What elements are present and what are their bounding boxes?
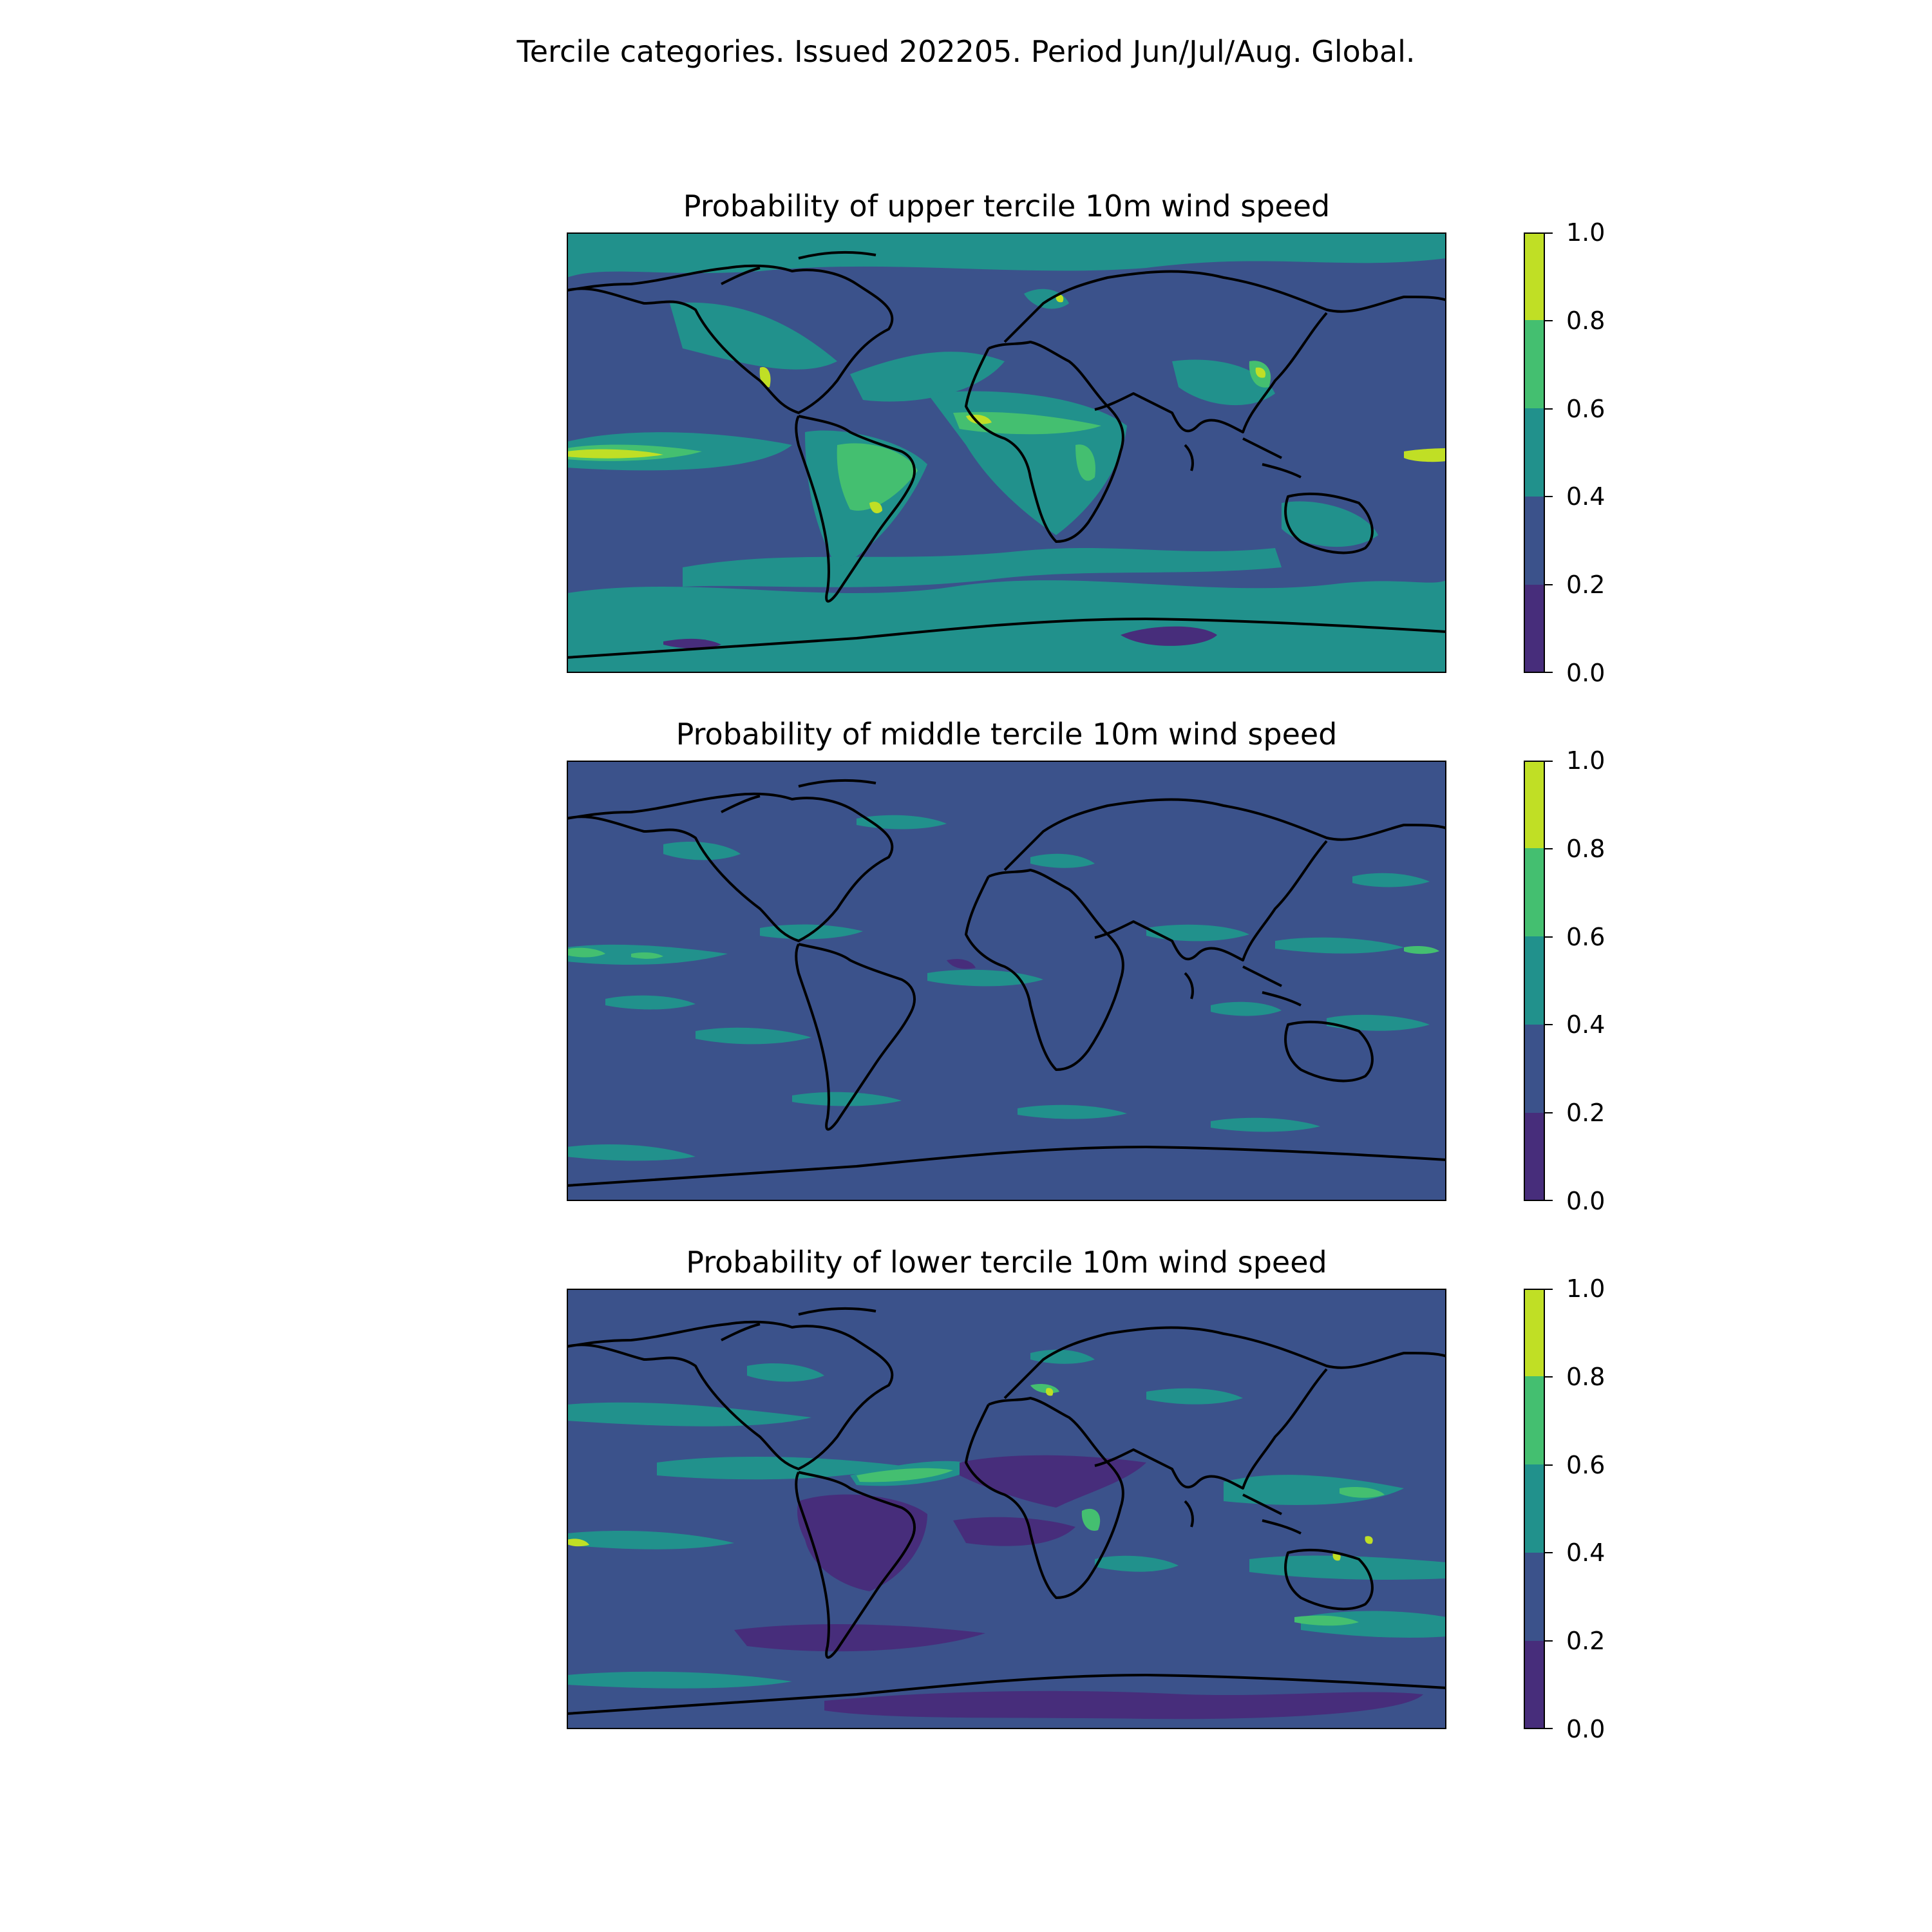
map-middle-tercile xyxy=(567,761,1446,1201)
colorbar-bin-1 xyxy=(1524,497,1545,585)
map-background xyxy=(567,1289,1446,1729)
colorbar-tick-label: 1.0 xyxy=(1566,218,1605,247)
colorbar-bin-0 xyxy=(1524,585,1545,673)
colorbar-tick-label: 0.8 xyxy=(1566,307,1605,335)
colorbar-bin-4 xyxy=(1524,232,1545,320)
colorbar-bin-3 xyxy=(1524,1376,1545,1464)
colorbar-lower xyxy=(1524,1289,1545,1729)
colorbar-tick-label: 0.8 xyxy=(1566,1363,1605,1391)
colorbar-tick-label: 0.6 xyxy=(1566,395,1605,423)
colorbar-tick-label: 0.6 xyxy=(1566,1451,1605,1479)
colorbar-tick-label: 1.0 xyxy=(1566,1274,1605,1303)
colorbar-bin-0 xyxy=(1524,1113,1545,1201)
panel-title-lower: Probability of lower tercile 10m wind speed xyxy=(686,1245,1327,1280)
colorbar-tick-label: 0.2 xyxy=(1566,1099,1605,1127)
colorbar-tick-label: 1.0 xyxy=(1566,746,1605,775)
panel-title-middle: Probability of middle tercile 10m wind speed xyxy=(676,717,1338,752)
colorbar-bin-2 xyxy=(1524,936,1545,1025)
panel-title-upper: Probability of upper tercile 10m wind speed xyxy=(683,189,1331,223)
colorbar-tick-label: 0.0 xyxy=(1566,659,1605,687)
colorbar-tick-label: 0.2 xyxy=(1566,1627,1605,1655)
colorbar-ticks xyxy=(1545,1289,1553,1728)
colorbar-bin-1 xyxy=(1524,1553,1545,1641)
colorbar-tick-label: 0.8 xyxy=(1566,835,1605,863)
colorbar-tick-label: 0.4 xyxy=(1566,1010,1605,1039)
map-upper-tercile xyxy=(567,232,1446,673)
colorbar-bin-2 xyxy=(1524,1464,1545,1553)
colorbar-tick-label: 0.2 xyxy=(1566,571,1605,599)
map-lower-tercile xyxy=(567,1289,1446,1729)
colorbar-bin-1 xyxy=(1524,1025,1545,1113)
colorbar-tick-label: 0.4 xyxy=(1566,482,1605,511)
colorbar-bin-3 xyxy=(1524,848,1545,936)
colorbar-upper xyxy=(1524,232,1545,673)
colorbar-bin-4 xyxy=(1524,761,1545,848)
colorbar-tick-label: 0.0 xyxy=(1566,1187,1605,1215)
colorbar-bin-4 xyxy=(1524,1289,1545,1376)
colorbar-bin-2 xyxy=(1524,408,1545,497)
colorbar-tick-label: 0.0 xyxy=(1566,1715,1605,1743)
colorbar-bin-3 xyxy=(1524,320,1545,408)
colorbar-tick-label: 0.4 xyxy=(1566,1539,1605,1567)
colorbar-bin-0 xyxy=(1524,1641,1545,1729)
colorbar-ticks xyxy=(1545,233,1553,672)
teal-region-southern-ocean xyxy=(567,580,1446,673)
colorbar-tick-label: 0.6 xyxy=(1566,923,1605,951)
colorbar-ticks xyxy=(1545,761,1553,1200)
figure-suptitle: Tercile categories. Issued 202205. Period Jun/Jul/Aug. Global. xyxy=(516,34,1416,69)
colorbar-middle xyxy=(1524,761,1545,1201)
